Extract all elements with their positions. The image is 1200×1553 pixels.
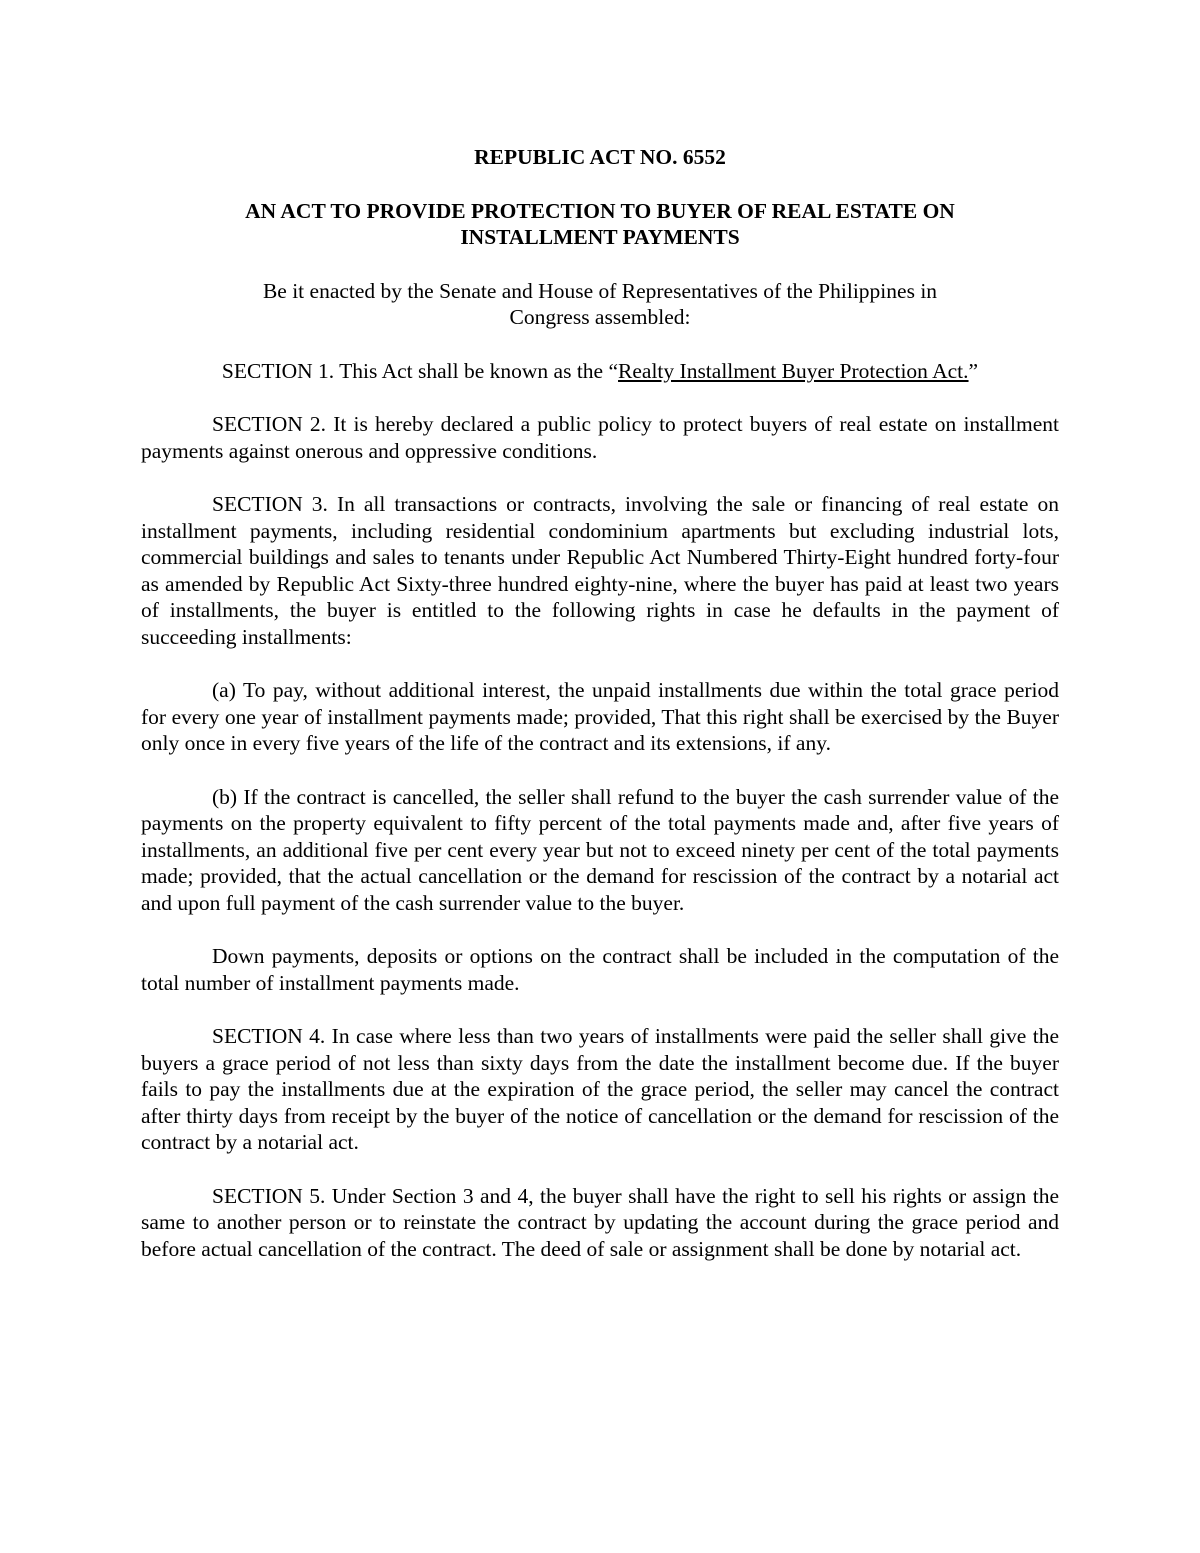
section-3-item-a: (a) To pay, without additional interest, the unpaid installments due within the total grace period for every one year of installment payments made; provided, That this right shall be exercised by the Buyer only once in every five years of the life of the contract and its extensions, if any. — [141, 678, 1059, 755]
short-title-link: Realty Installment Buyer Protection Act. — [618, 358, 969, 383]
document-title: REPUBLIC ACT NO. 6552 — [474, 145, 726, 169]
down-payments-paragraph: Down payments, deposits or options on the contract shall be included in the computation of the total number of installment payments made. — [141, 944, 1059, 995]
section-1 — [141, 358, 1059, 385]
section-1-suffix: ” — [968, 358, 979, 383]
section-2: SECTION 2. It is hereby declared a public policy to protect buyers of real estate on installment payments against onerous and oppressive conditions. — [141, 412, 1059, 463]
enacting-clause-line-1: Be it enacted by the Senate and House of Representatives of the Philippines in — [262, 278, 938, 303]
enacting-clause — [141, 278, 1059, 331]
act-subtitle-line-1: AN ACT TO PROVIDE PROTECTION TO BUYER OF REAL ESTATE ON — [245, 198, 955, 223]
act-subtitle — [141, 198, 1059, 251]
section-1-prefix: SECTION 1. This Act shall be known as the “ — [221, 358, 619, 383]
act-subtitle-line-2: INSTALLMENT PAYMENTS — [460, 225, 740, 249]
section-5: SECTION 5. Under Section 3 and 4, the buyer shall have the right to sell his rights or assign the same to another person or to reinstate the contract by updating the account during the grace period and before actual cancellation of the contract. The deed of sale or assignment shall be done by notarial act. — [141, 1183, 1059, 1261]
section-4: SECTION 4. In case where less than two years of installments were paid the seller shall give the buyers a grace period of not less than sixty days from the date the installment become due. If the buyer fails to pay the installments due at the expiration of the grace period, the seller may cancel the contract after thirty days from receipt by the buyer of the notice of cancellation or the demand for rescission of the contract by a notarial act. — [141, 1024, 1059, 1154]
enacting-clause-line-2: Congress assembled: — [509, 305, 691, 329]
section-3-item-b: (b) If the contract is cancelled, the seller shall refund to the buyer the cash surrender value of the payments on the property equivalent to fifty percent of the total payments made and, after five years of installments, an additional five per cent every year but not to exceed ninety per cent of the total payments made; provided, that the actual cancellation or the demand for rescission of the contract by a notarial act and upon full payment of the cash surrender value to the buyer. — [141, 784, 1059, 915]
section-3: SECTION 3. In all transactions or contracts, involving the sale or financing of real estate on installment payments, including residential condominium apartments but excluding industrial lots, commercial buildings and sales to tenants under Republic Act Numbered Thirty-Eight hundred forty-four as amended by Republic Act Sixty-three hundred eighty-nine, where the buyer has paid at least two years of installments, the buyer is entitled to the following rights in case he defaults in the payment of succeeding installments: — [141, 492, 1059, 649]
document-body — [141, 144, 1059, 1262]
